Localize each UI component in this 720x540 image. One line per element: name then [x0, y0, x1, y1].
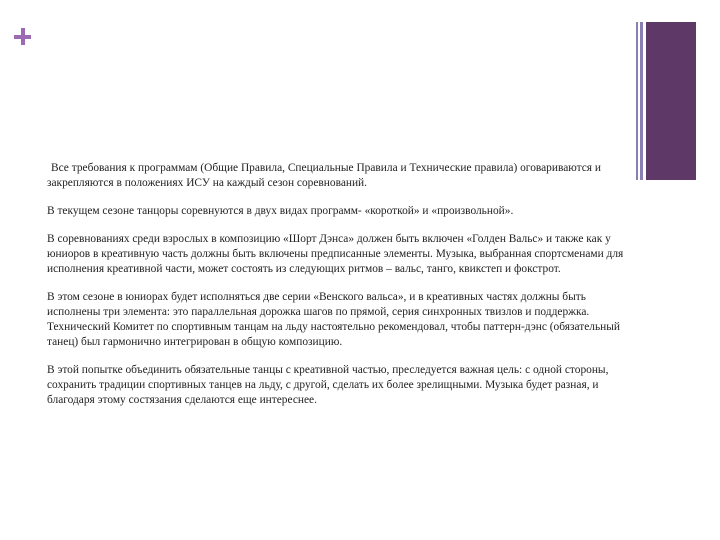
plus-mark-vertical — [21, 28, 25, 45]
paragraph-juniors: В этом сезоне в юниорах будет исполняться две серии «Венского вальса», и в креативных частях должны быть исполнены три элемента: это параллельная дорожка шагов по прямой, серия синхронных твизлов и поддержка. Технический Комитет по спортивным танцам на льду настоятельно рекомендовал, чтобы паттерн-дэнс (обязательный танец) был гармонично интегрирован в общую композицию. — [47, 291, 620, 348]
paragraph-goal: В этой попытке объединить обязательные танцы с креативной частью, преследуется важная цель: с одной стороны, сохранить традиции спортивных танцев на льду, с другой, сделать их более зрелищными. Музыка будет разная, и благодаря этому состязания сделаются еще интереснее. — [47, 364, 609, 406]
body-text — [47, 161, 637, 421]
paragraph-program-types: В текущем сезоне танцоры соревнуются в двух видах программ- «короткой» и «произвольной». — [47, 205, 514, 217]
decorative-line-right — [640, 22, 643, 180]
decorative-line-left — [636, 22, 638, 180]
plus-mark-icon — [12, 26, 34, 48]
decorative-color-block — [646, 22, 696, 180]
paragraph-seniors: В соревнованиях среди взрослых в композицию «Шорт Дэнса» должен быть включен «Голден Вальс» и также как у юниоров в креативную часть должны быть включены предписанные элементы. Музыка, выбранная спортсменами для исполнения креативной части, может состоять из следующих ритмов – вальс, танго, квикстеп и фокстрот. — [47, 233, 624, 275]
paragraph-rules: Все требования к программам (Общие Правила, Специальные Правила и Технические правила) оговариваются и закрепляются в положениях ИСУ на каждый сезон соревнований. — [47, 162, 601, 189]
